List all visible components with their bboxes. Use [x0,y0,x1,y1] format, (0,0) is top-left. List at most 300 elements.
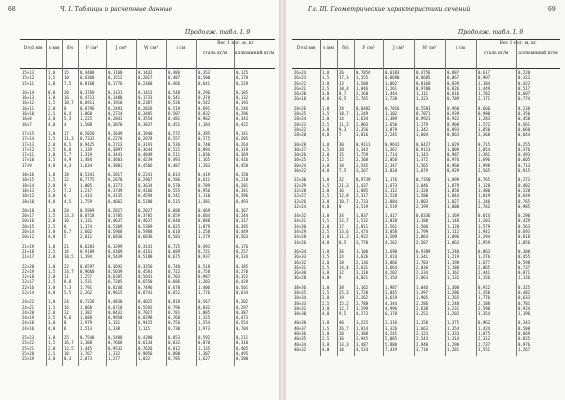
table-cell: 1,484 [80,157,93,163]
table-cell: 2,788 [356,300,369,306]
table-cell: 25,3 [339,289,349,295]
table-cell: 0,625 [168,223,181,229]
table-cell: 10,7 [64,100,74,106]
table-cell: 0,2843 [108,116,123,122]
table-cell: 6,4 [64,111,72,117]
table-cell: 1,5 [322,75,330,81]
table-cell: 3,0 [48,320,56,326]
table-cell: 21×18 [22,248,35,254]
table-cell: 0,863 [478,248,491,254]
table-cell: 1,0 [48,263,56,269]
table-cell: 0,5369 [108,223,123,229]
table-cell: 0,7350 [416,177,431,183]
table-cell: 1,063 [447,239,460,245]
table-cell: 1,128 [447,223,460,229]
table-cell: 0,350 [518,111,531,117]
table-cell: 2,5 [48,279,56,285]
table-cell: 0,6550 [138,279,153,285]
column-header: W см³ [144,46,158,51]
table-cell: 24 [339,254,344,260]
table-cell: 0,220 [518,70,531,75]
table-cell: 2,922 [356,234,369,240]
column-rule [516,39,517,356]
table-cell: 1,508 [356,80,369,86]
table-cell: 15,2 [339,300,349,306]
table-cell: 0,557 [168,136,181,142]
table-cell: 1,196 [518,311,531,317]
table-cell: 4,0 [48,289,56,295]
table-cell: 13,3 [64,213,74,219]
table-cell: 4,0 [322,168,330,174]
table-cell: 0,3441 [108,152,123,158]
table-cell: 0,922 [447,116,460,122]
table-cell: 0,290 [518,213,531,219]
table-cell: 3,509 [385,234,398,240]
table-cell: 12,5 [64,345,74,351]
table-cell: 0,343 [236,116,249,122]
table-cell: 21,3 [339,182,349,188]
table-cell: 1,079 [447,182,460,188]
table-cell: 0,429 [518,218,531,224]
table-cell: 1,5 [48,177,56,183]
table-cell: 1,5 [48,213,56,219]
table-cell: 0,429 [236,279,249,285]
table-cell: 2,959 [478,239,491,245]
table-cell: 1,184 [478,80,491,86]
table-cell: 0,7626 [138,345,153,351]
table-cell: 0,211 [236,335,249,341]
table-cell: 1,131 [80,218,93,224]
table-cell: 0,649 [518,193,531,199]
table-cell: 1,677 [478,259,491,265]
table-cell: 17 [64,130,69,136]
table-cell: 1,381 [198,198,211,204]
table-cell: 16 [64,304,69,310]
table-cell: 1,5 [322,111,330,117]
table-cell: 1,108 [80,340,93,346]
table-cell: 2,388 [356,331,369,337]
table-cell: 0,3299 [108,243,123,249]
table-cell: 0,5969 [80,207,95,213]
table-row [20,290,275,295]
table-cell: 2,945 [356,336,369,342]
table-cell: 0,422 [518,80,531,86]
table-cell: 1,158 [416,320,429,326]
table-cell: 2,818 [385,168,398,174]
table-body [292,70,560,356]
table-cell: 26×22 [294,80,307,86]
table-cell: 2,065 [478,264,491,270]
table-cell: 1,987 [385,284,398,290]
table-cell: 0,317 [236,218,249,224]
table-cell: 1,323 [416,96,429,102]
table-cell: 0,487 [168,75,181,81]
table-cell: 14,4 [339,264,349,270]
table-cell: 0,832 [168,340,181,346]
table-cell: 0,8432 [108,309,123,315]
table-cell: 9,6 [64,315,72,321]
table-cell: 3,0 [322,341,330,347]
table-cell: 18,7 [339,111,349,117]
table-cell: 0,4581 [138,268,153,274]
table-cell: 1,0 [322,177,330,183]
table-cell: 24 [64,299,69,305]
table-cell: 4,0 [48,234,56,240]
table-cell: 0,839 [447,80,460,86]
table-cell: 0,887 [447,70,460,75]
table-cell: 6 [64,325,67,331]
table-cell: 0,765 [478,177,491,183]
table-cell: 18×16 [22,172,35,178]
table-cell: 1,162 [356,284,369,290]
table-cell: 1,449 [478,85,491,91]
table-cell: 30×27 [294,146,307,152]
table-cell: 2,590 [478,305,491,311]
table-cell: 1,085 [198,309,211,315]
table-cell: 2,513 [80,325,93,331]
table-cell: 11 [64,274,69,280]
table-cell: 34 [339,213,344,219]
table-cell: 1,414 [80,193,93,199]
table-cell: 0,4637 [138,218,153,224]
table-cell: 25 [64,335,69,341]
table-cell: 1,424 [478,325,491,331]
table-cell: 0,3644 [138,146,153,152]
table-cell: 2,0 [322,223,330,229]
table-cell: 0,493 [168,157,181,163]
column-rule [445,39,446,356]
table-cell: 18×10 [22,198,35,204]
table-cell: 2,5 [48,187,56,193]
table-cell: 0,641 [198,80,211,86]
table-cell: 0,185 [236,263,249,269]
table-cell: 8,8 [64,279,72,285]
table-cell: 0,1910 [108,100,123,106]
table-cell: 0,832 [198,111,211,117]
table-cell: 12 [64,177,69,183]
table-cell: 7,5 [339,168,347,174]
table-cell: 0,907 [478,75,491,81]
table-cell: 0,325 [518,284,531,290]
table-cell: 4,344 [385,300,398,306]
table-cell: 0,246 [236,105,249,111]
table-cell: 10 [339,162,344,168]
table-cell: 2,543 [416,336,429,342]
table-cell: 0,3785 [138,213,153,219]
table-cell: 38 [339,284,344,290]
table-cell: 1,265 [447,295,460,301]
table-cell: 1,060 [80,111,93,117]
table-cell: 0,517 [518,85,531,91]
table-cell: 6 [64,193,67,199]
table-cell: 1,009 [447,146,460,152]
table-cell: 0,688 [168,207,181,213]
table-cell: 0,521 [168,146,181,152]
table-cell: 38×32 [294,305,307,311]
table-cell: 1,249 [356,111,369,117]
table-cell: 22×17 [22,279,35,285]
table-cell: 0,575 [198,136,211,142]
table-cell: 0,402 [518,182,531,188]
table-cell: 2,5 [48,146,56,152]
table-cell: 1,445 [80,345,93,351]
table-cell: 1,580 [416,193,429,199]
table-cell: 3,0 [322,91,330,97]
table-cell: 0,296 [236,111,249,117]
table-cell: 12 [339,157,344,163]
table-cell: 1,162 [447,270,460,276]
table-cell: 1,354 [447,325,460,331]
table-cell: 20 [64,207,69,213]
table-cell: 0,422 [236,121,249,127]
table-cell: 2,5 [322,157,330,163]
table-cell: 1,702 [478,91,491,97]
table-cell: 18×12 [22,193,35,199]
table-cell: 1,5 [48,340,56,346]
table-cell: 3,770 [356,239,369,245]
table-cell: 2,733 [356,198,369,204]
table-cell: 0,5180 [138,254,153,260]
column-header: сталь кг/м [483,51,509,56]
table-row [20,122,275,127]
table-cell: 1,604 [416,132,429,138]
table-cell: 2,0 [322,152,330,158]
column-rule [78,39,79,366]
table-cell: 3,519 [356,203,369,209]
table-cell: 0,8718 [80,213,95,219]
table-cell: 0,3881 [108,162,123,168]
table-cell: 1,267 [518,346,531,352]
table-cell: 2,0 [48,254,56,260]
table-cell: 1,096 [447,234,460,240]
table-cell: 1,112 [447,229,460,235]
row-group [20,90,275,127]
table-cell: 30×22 [294,168,307,174]
table-cell: 25×22 [22,340,35,346]
table-cell: 40×37 [294,325,307,331]
table-cell: 0,832 [198,304,211,310]
table-cell: 1,5 [48,304,56,310]
table-cell: 0,554 [236,320,249,326]
column-rule [166,39,167,366]
table-cell: 1,298 [447,341,460,347]
row-group [292,177,560,209]
table-cell: 0,3692 [108,263,123,269]
table-cell: 0,2827 [108,207,123,213]
table-cell: 1,155 [356,75,369,81]
table-cell: 0,3603 [108,157,123,163]
table-cell: 11,2 [339,121,349,127]
table-cell: 2,5 [48,223,56,229]
table-cell: 1,998 [478,162,491,168]
table-cell: 28×23 [294,121,307,127]
table-cell: 0,5369 [138,223,153,229]
table-cell: 1,634 [80,162,93,168]
table-cell: 0,684 [198,213,211,219]
table-cell: 0,1512 [108,75,123,81]
table-cell: 1,497 [416,289,429,295]
table-cell: 0,178 [236,75,249,81]
table-cell: 0,8482 [356,105,371,111]
table-row [292,240,560,245]
table-cell: 0,985 [518,203,531,209]
table-cell: 18×14 [22,182,35,188]
table-cell: 38×35 [294,289,307,295]
table-cell: 1,058 [447,187,460,193]
table-cell: 25×20 [22,350,35,356]
table-cell: 0,640 [168,218,181,224]
table-cell: 0,6911 [80,100,95,106]
table-cell: 1,720 [385,96,398,102]
table-cell: 0,2670 [108,177,123,183]
table-cell: 40×36 [294,331,307,337]
table-cell: 4,021 [356,275,369,281]
running-head: Гл. III. Геометрические характеристики сечений [308,6,471,13]
table-cell: 0,962 [478,320,491,326]
table-cell: 0,519 [168,105,181,111]
table-cell: 0,4390 [138,335,153,341]
table-cell: 1,480 [478,187,491,193]
table-cell: 0,455 [518,254,531,260]
table-cell: 2,5 [322,193,330,199]
table-cell: 2,863 [416,275,429,281]
table-cell: 2,020 [385,218,398,224]
table-cell: 0,659 [168,213,181,219]
column-header: F см² [362,46,375,51]
table-cell: 16×14 [22,89,35,95]
table-cell: 3,0 [322,126,330,132]
table-cell: 0,9056 [138,350,153,356]
table-cell: 1,198 [447,259,460,265]
table-cell: 32×30 [294,177,307,183]
table-cell: 3,619 [385,295,398,301]
table-cell: 0,493 [518,152,531,158]
table-cell: 0,310 [236,340,249,346]
table-cell: 0,193 [236,100,249,106]
table-cell: 1,0 [48,130,56,136]
table-cell: 0,105 [236,89,249,95]
table-cell: 1,879 [416,168,429,174]
table-cell: 0,722 [168,268,181,274]
column-header: аллюминий кг/м [518,51,558,56]
table-cell: 0,2826 [138,105,153,111]
table-cell: 1,650 [385,121,398,127]
table-row [292,311,560,316]
column-rule [106,39,107,366]
table-cell: 0,3634 [138,182,153,188]
table-cell: 0,518 [198,263,211,269]
table-cell: 2,0 [322,259,330,265]
table-cell: 3,0 [322,162,330,168]
column-header: δ/s [66,46,74,51]
table-cell: 1,286 [447,289,460,295]
table-cell: 0,818 [518,234,531,240]
table-cell: 18 [339,259,344,265]
table-cell: 1,128 [478,182,491,188]
table-cell: 0,825 [518,336,531,342]
table-cell: 0,229 [236,80,249,86]
table-cell: 1,000 [447,203,460,209]
table-cell: 1,572 [478,121,491,127]
table-cell: 1,367 [385,146,398,152]
table-cell: 0,863 [447,132,460,138]
column-rule [234,39,235,366]
column-rule [196,39,197,366]
table-cell: 1,0 [48,243,56,249]
table-cell: 0,765 [518,198,531,204]
table-cell: 1,0 [322,70,330,75]
table-cell: 0,5592 [138,304,153,310]
table-cell: 1,776 [198,289,211,295]
table-cell: 1,350 [478,289,491,295]
table-cell: 9 [64,182,67,188]
table-cell: 0,218 [236,177,249,183]
table-cell: 2,199 [416,203,429,209]
table-cell: 40×32 [294,346,307,352]
table-cell: 0,343 [518,320,531,326]
table-cell: 0,308 [518,248,531,254]
table-cell: 1,132 [447,275,460,281]
table-cell: 13,6 [339,229,349,235]
table-cell: 0,370 [198,95,211,101]
table-cell: 1,0 [322,320,330,326]
table-cell: 0,3191 [138,141,153,147]
table-cell: 0,5180 [138,198,153,204]
table-cell: 0,493 [236,198,249,204]
table-cell: 0,7332 [80,136,95,142]
table-cell: 0,570 [168,182,181,188]
table-cell: 1,372 [416,157,429,163]
table-cell: 1,126 [518,275,531,281]
table-cell: 0,7226 [80,299,95,305]
table-cell: 0,541 [168,193,181,199]
table-cell: 4,0 [48,325,56,331]
table-cell: 32×27 [294,193,307,199]
table-cell: 0,686 [168,279,181,285]
table-cell: 0,5439 [108,254,123,260]
table-cell: 32×24 [294,203,307,209]
table-cell: 3,058 [385,229,398,235]
table-cell: 1,240 [447,248,460,254]
table-cell: 21×19 [22,243,35,249]
table-cell: 28×20 [294,132,307,138]
table-cell: 0,693 [518,229,531,235]
table-cell: 0,466 [168,80,181,86]
table-cell: 0,500 [198,75,211,81]
table-cell: 0,3749 [108,187,123,193]
table-cell: 22,7 [339,218,349,224]
table-cell: 0,273 [518,177,531,183]
table-cell: 0,132 [236,95,249,101]
table-row [292,347,560,352]
table-cell: 1,879 [385,126,398,132]
row-group [20,131,275,168]
table-cell: 16 [64,95,69,101]
row-group [292,285,560,317]
table-cell: 0,976 [447,157,460,163]
table-cell: 0,1442 [138,70,153,75]
table-cell: 2,765 [356,96,369,102]
table-cell: 0,9425 [138,320,153,326]
table-cell: 4,0 [322,96,330,102]
table-cell: 6,178 [385,311,398,317]
table-cell: 0,5488 [108,335,123,341]
table-cell: 24×21 [22,304,35,310]
table-cell: 0,781 [168,309,181,315]
table-cell: 2,845 [385,289,398,295]
table-cell: 2,0 [322,331,330,337]
table-cell: 21 [64,243,69,249]
